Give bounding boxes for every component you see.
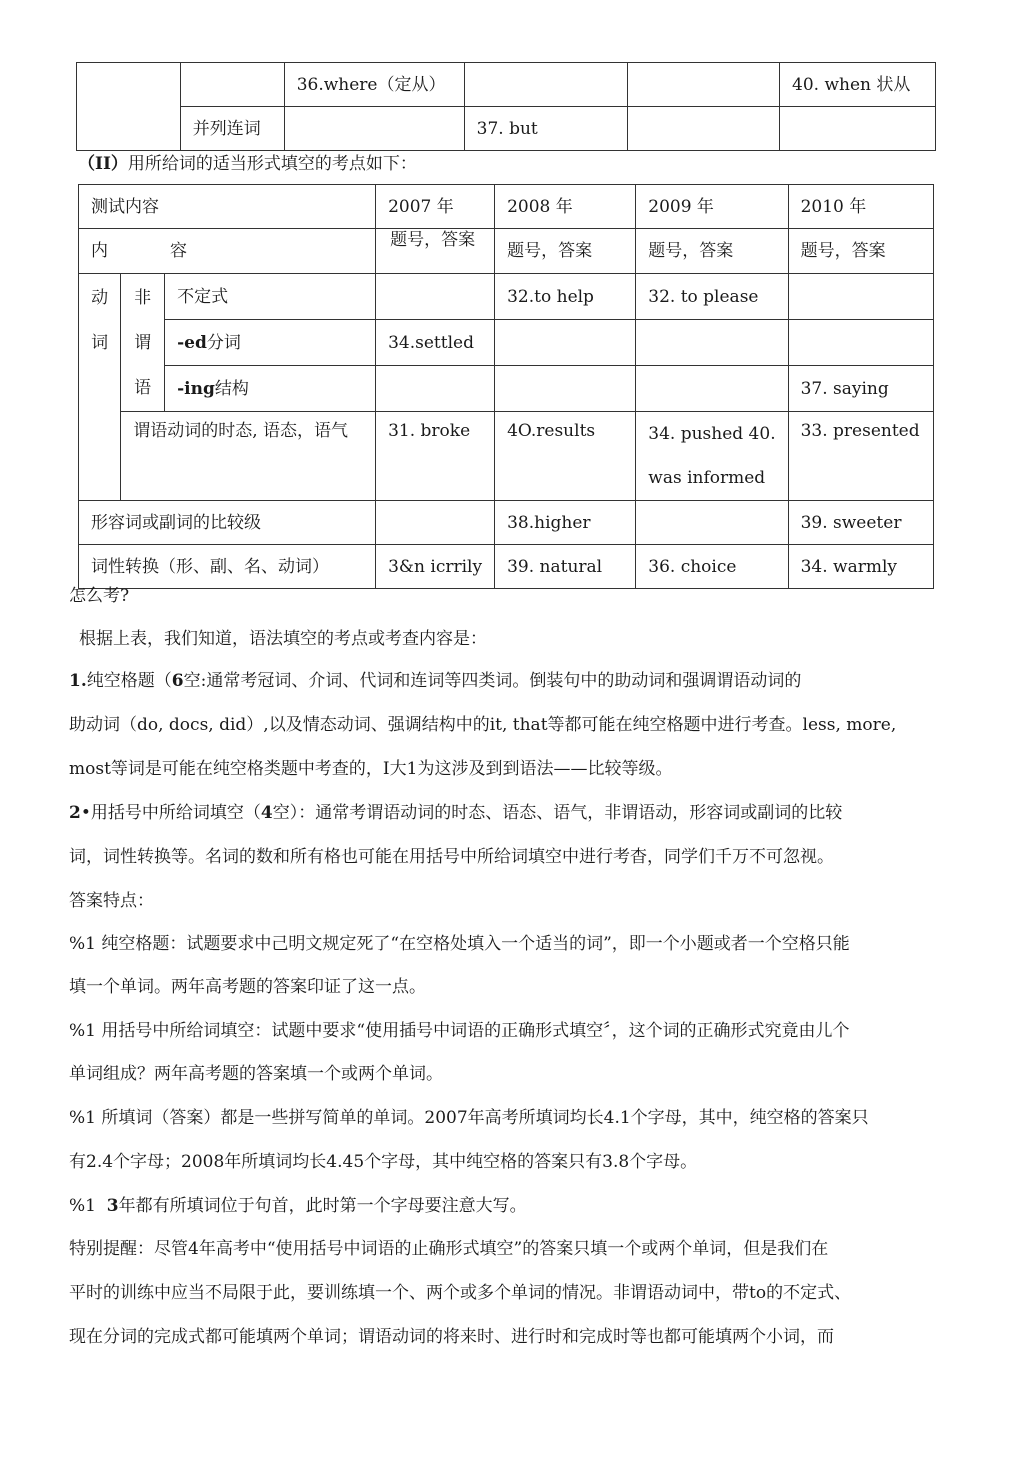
paragraph: [69, 1195, 936, 1217]
paragraph: 助动词（do, docs, did）,以及情态动词、强调结构中的it, that等都可能在纯空格题中进行考查。less, more,: [69, 715, 897, 735]
row-label-rest: 分词: [206, 332, 241, 353]
table-cell: [284, 107, 464, 151]
table-cell: 32. to please: [636, 274, 788, 320]
table-cell: [376, 501, 495, 545]
table-cell: 37. but: [464, 107, 628, 151]
bold-number: 6: [171, 671, 184, 691]
table-cell: [77, 63, 181, 151]
row-label: 不定式: [165, 274, 376, 320]
category-char: 非: [134, 288, 152, 308]
paragraph: 词，词性转换等。名词的数和所有格也可能在用括号中所给词填空中进行考杳，同学们千万不可忽视。: [69, 847, 834, 867]
row-label: 形容词或副词的比较级: [79, 501, 376, 545]
table-cell: 38.higher: [495, 501, 636, 545]
table-cell: 3&n icrrily: [376, 545, 495, 589]
text-span: •用括号中所给词填空（: [80, 803, 261, 823]
table-cell: [180, 63, 284, 107]
paragraph: [69, 802, 936, 824]
paragraph: 根据上表，我们知道，语法填空的考点或考查内容是：: [79, 629, 487, 649]
paragraph: 平时的训练中应当不局限于此，要训练填一个、两个或多个单词的情况。非谓语动词中，带to的不定式、: [69, 1283, 852, 1303]
table-row: [79, 274, 934, 320]
header-cell: 2009 年: [636, 185, 788, 229]
bold-number: 3: [106, 1196, 119, 1216]
header-cell: 测试内容: [79, 185, 376, 229]
paragraph: 有2.4个字母；2008年所填词均长4.45个字母，其中纯空格的答案只有3.8个字母。: [69, 1152, 698, 1172]
category-char: 动: [91, 288, 109, 308]
table-cell: 36. choice: [636, 545, 788, 589]
text-span: %1: [69, 1196, 107, 1216]
section-number: （II）: [78, 154, 128, 174]
row-label: 谓语动词的时态, 语态，语气: [121, 412, 376, 501]
paragraph: %1 纯空格题：试题要求中己明文规定死了“在空格处填入一个适当的词”，即一个小题或者一个空格只能: [69, 934, 850, 954]
header-cell: 2007 年: [376, 185, 495, 229]
table-cell: [495, 320, 636, 366]
text-span: 纯空格题（: [86, 671, 172, 691]
category-char: 谓: [134, 333, 152, 353]
table-row: [77, 107, 936, 151]
category-char: 语: [134, 378, 152, 398]
text-span: 年都有所填词位于句首，此时第一个字母要注意大写。: [118, 1196, 527, 1216]
header-cell: 题号，答案: [376, 229, 495, 274]
row-label: [165, 320, 376, 366]
table-cell: [628, 107, 780, 151]
table-cell: 40. when 状从: [780, 63, 936, 107]
subheader-label-a: 内: [91, 241, 108, 261]
table-cell: 34. warmly: [788, 545, 933, 589]
paragraph: %1 用括号中所给词填空：试题中要求“使用插号中词语的正确形式填空〞，这个词的正确形式究竟由儿个: [69, 1021, 850, 1041]
category-char: 词: [91, 333, 109, 353]
table-cell: [376, 366, 495, 412]
table-row: [79, 320, 934, 366]
paragraph: most等词是可能在纯空格类题中考查的，I大1为这涉及到到语法——比较等级。: [69, 759, 673, 779]
table-cell: 39. sweeter: [788, 501, 933, 545]
table-row: [79, 366, 934, 412]
table-cell: 37. saying: [788, 366, 933, 412]
table-cell: [636, 412, 788, 501]
cell-line: was informed: [648, 468, 766, 488]
bold-number: 2: [69, 803, 81, 823]
cell-line: 34. pushed 40.: [648, 424, 776, 444]
paragraph: 填一个单词。两年高考题的答案印证了这一点。: [69, 977, 426, 997]
table-cell: [636, 501, 788, 545]
table-cell: 并列连词: [180, 107, 284, 151]
table-cell: 32.to help: [495, 274, 636, 320]
table-cell: [495, 366, 636, 412]
table-cell: 33. presented: [788, 412, 933, 501]
paragraph: 怎么考?: [69, 586, 130, 606]
paragraph: 特别提醒：尽管4年高考中“使用括号中词语的止确形式填空”的答案只填一个或两个单词，但是我们在: [69, 1239, 829, 1259]
table-row: [79, 501, 934, 545]
header-cell: 题号，答案: [788, 229, 933, 274]
table-cell: [780, 107, 936, 151]
table-cell: 39. natural: [495, 545, 636, 589]
table-cell: [628, 63, 780, 107]
text-span: 空:通常考冠词、介词、代词和连词等四类词。倒装句中的助动词和强调谓语动词的: [183, 671, 802, 691]
row-label-rest: 结构: [214, 378, 249, 399]
table-row: [79, 412, 934, 501]
paragraph: [69, 670, 936, 692]
header-cell: 题号，答案: [495, 229, 636, 274]
row-label: 词性转换（形、副、名、动词）: [79, 545, 376, 589]
table-cell: [636, 320, 788, 366]
text-span: 空）：通常考谓语动词的时态、语态、语气，非谓语动，形容词或副词的比较: [272, 803, 843, 823]
table-cell: [788, 274, 933, 320]
table-cell: [464, 63, 628, 107]
table-cell: [788, 320, 933, 366]
paragraph: 现在分词的完成式都可能填两个单词；谓语动词的将来时、进行时和完成时等也都可能填两个小词，而: [69, 1327, 834, 1347]
paragraph: %1 所填词（答案）都是一些拼写简单的单词。2007年高考所填词均长4.1个字母，其中，纯空格的答案只: [69, 1108, 869, 1128]
table-cell: [376, 274, 495, 320]
bold-number: 4: [260, 803, 273, 823]
section-heading: [78, 152, 417, 176]
row-label-bold: -ed: [177, 332, 207, 353]
table-subheader-row: [79, 229, 934, 274]
bold-number: 1.: [69, 671, 87, 691]
table-header-row: [79, 185, 934, 229]
table-cell: [636, 366, 788, 412]
paragraph: 答案特点：: [69, 891, 154, 911]
header-cell: [79, 229, 376, 274]
conjunction-table: [76, 62, 936, 151]
exam-points-table: [78, 184, 934, 589]
table-row: [79, 545, 934, 589]
section-title: 用所给词的适当形式填空的考点如下：: [127, 154, 417, 174]
nonfinite-category-cell: [121, 274, 165, 412]
table-cell: 31. broke: [376, 412, 495, 501]
table-cell: 4O.results: [495, 412, 636, 501]
header-cell: 2010 年: [788, 185, 933, 229]
verb-category-cell: [79, 274, 121, 501]
table-cell: 36.where（定从）: [284, 63, 464, 107]
header-cell: 2008 年: [495, 185, 636, 229]
subheader-label-b: 容: [170, 241, 187, 261]
paragraph: 单词组成？两年高考题的答案填一个或两个单词。: [69, 1064, 443, 1084]
row-label-bold: -ing: [177, 378, 215, 399]
row-label: [165, 366, 376, 412]
table-cell: 34.settled: [376, 320, 495, 366]
table-row: [77, 63, 936, 107]
header-cell: 题号，答案: [636, 229, 788, 274]
